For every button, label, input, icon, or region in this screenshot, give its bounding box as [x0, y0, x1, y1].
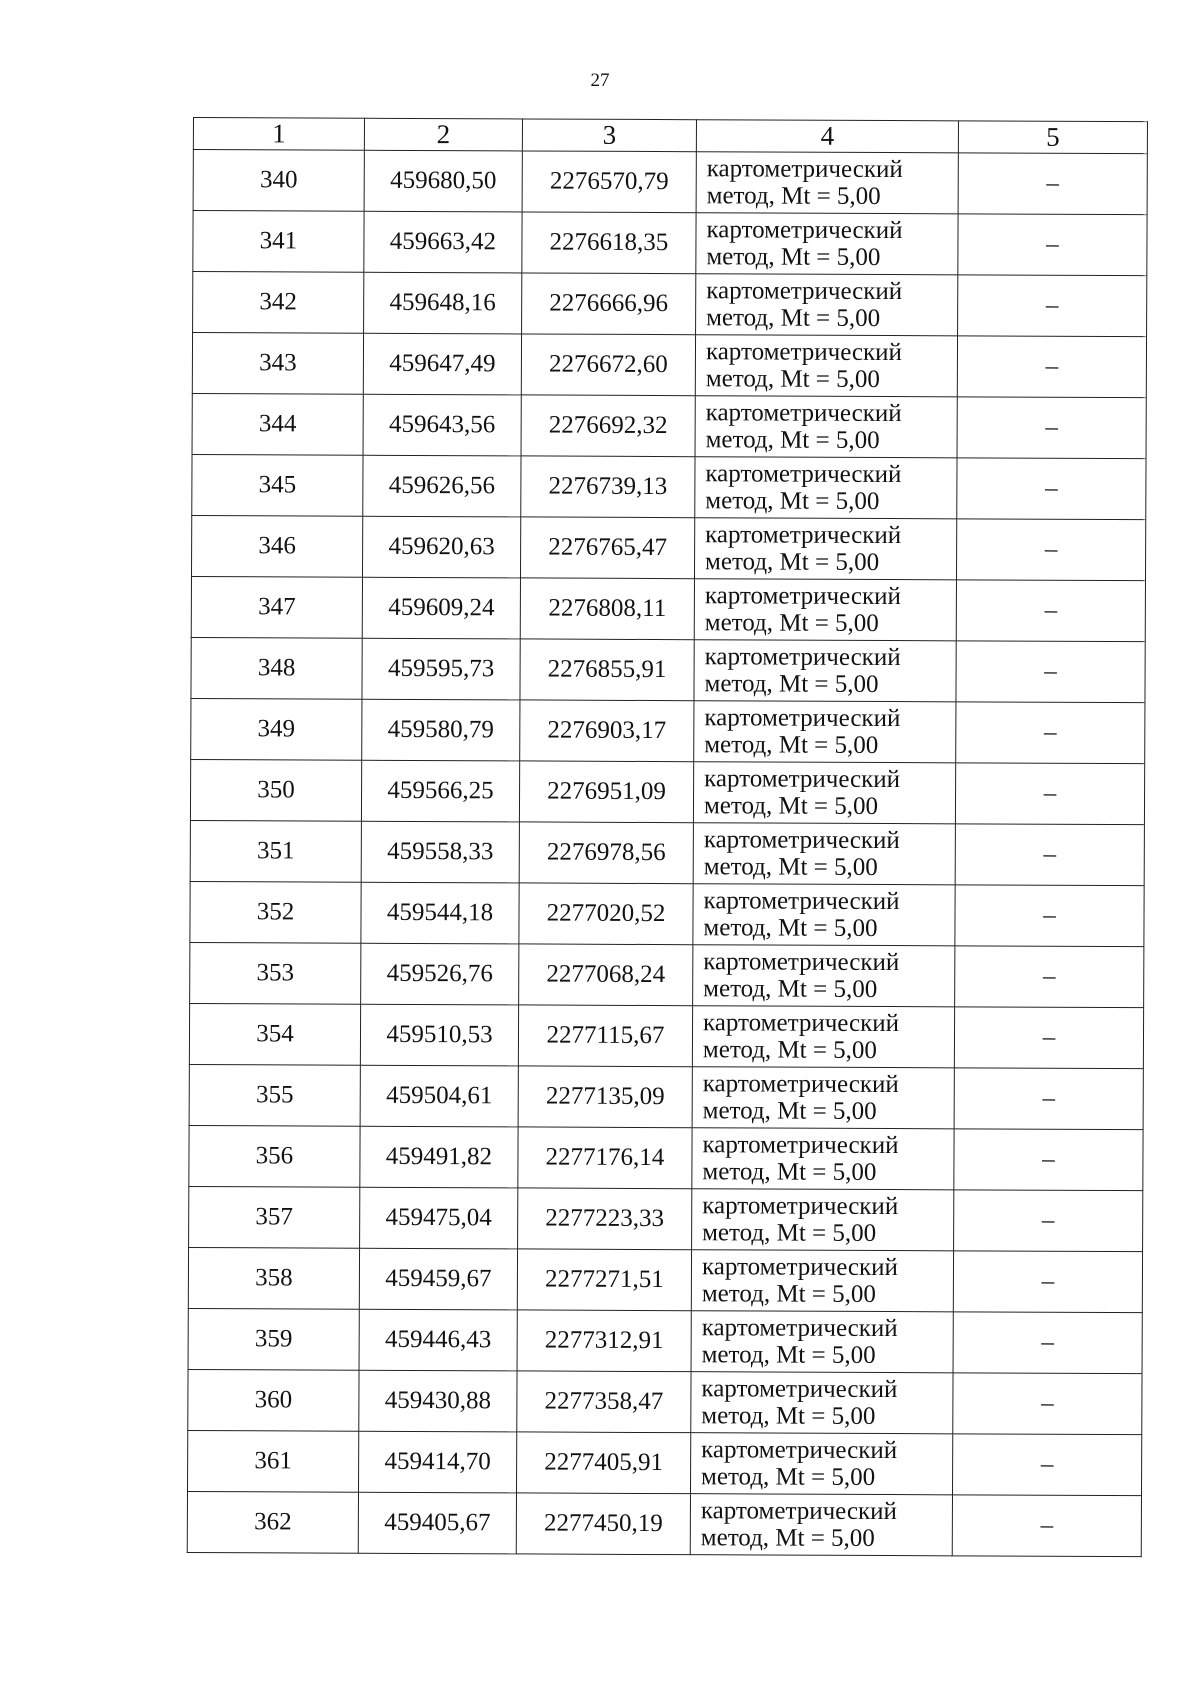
- method-line-2: метод, Mt = 5,00: [703, 792, 879, 820]
- y-coordinate-cell: 2277450,19: [516, 1493, 690, 1555]
- x-coordinate-cell: 459643,56: [363, 394, 521, 456]
- point-number-cell: 349: [191, 698, 362, 760]
- method-line-2: метод, Mt = 5,00: [702, 1036, 878, 1064]
- coordinates-table: [187, 117, 1148, 1557]
- note-cell: –: [953, 1373, 1142, 1435]
- note-cell: –: [955, 824, 1144, 886]
- column-header: 4: [696, 120, 958, 153]
- note-cell: –: [952, 1495, 1141, 1557]
- note-cell: –: [956, 519, 1145, 581]
- method-cell: [696, 274, 958, 336]
- x-coordinate-cell: 459648,16: [364, 272, 522, 334]
- method-line-2: метод, Mt = 5,00: [703, 853, 878, 881]
- y-coordinate-cell: 2276618,35: [522, 212, 696, 274]
- method-line-1: картометрический: [704, 704, 901, 733]
- point-number-cell: 358: [188, 1247, 359, 1309]
- y-coordinate-cell: 2277271,51: [517, 1249, 691, 1311]
- method-line-1: картометрический: [706, 277, 903, 306]
- method-line-2: метод, Mt = 5,00: [705, 365, 880, 393]
- table-row: [191, 637, 1145, 702]
- method-line-2: метод, Mt = 5,00: [701, 1341, 876, 1369]
- method-cell: [691, 1250, 953, 1312]
- note-cell: –: [958, 153, 1147, 215]
- method-cell: [690, 1494, 952, 1556]
- y-coordinate-cell: 2276855,91: [520, 639, 694, 701]
- method-line-2: метод, Mt = 5,00: [700, 1524, 875, 1552]
- column-header: 3: [522, 119, 696, 152]
- note-cell: –: [954, 1190, 1143, 1252]
- x-coordinate-cell: 459647,49: [363, 333, 521, 395]
- method-cell: [695, 335, 957, 397]
- method-cell: [694, 640, 956, 702]
- x-coordinate-cell: 459544,18: [361, 882, 519, 944]
- x-coordinate-cell: 459430,88: [359, 1370, 517, 1432]
- x-coordinate-cell: 459446,43: [359, 1309, 517, 1371]
- table-row: [190, 820, 1144, 885]
- note-cell: –: [957, 458, 1146, 520]
- x-coordinate-cell: 459510,53: [360, 1004, 518, 1066]
- column-header: 2: [364, 118, 522, 151]
- note-cell: –: [955, 885, 1144, 947]
- y-coordinate-cell: 2277020,52: [519, 883, 693, 945]
- note-cell: –: [952, 1434, 1141, 1496]
- x-coordinate-cell: 459663,42: [364, 211, 522, 273]
- x-coordinate-cell: 459680,50: [364, 150, 522, 212]
- y-coordinate-cell: 2277312,91: [517, 1310, 691, 1372]
- x-coordinate-cell: 459526,76: [361, 943, 519, 1005]
- method-cell: [694, 518, 956, 580]
- method-cell: [692, 1067, 954, 1129]
- note-cell: –: [956, 702, 1145, 764]
- method-line-2: метод, Mt = 5,00: [704, 731, 879, 759]
- point-number-cell: 343: [192, 333, 363, 395]
- x-coordinate-cell: 459595,73: [362, 638, 520, 700]
- y-coordinate-cell: 2276570,79: [522, 151, 696, 213]
- method-line-1: картометрический: [701, 1436, 898, 1465]
- method-line-1: картометрический: [705, 521, 902, 550]
- note-cell: –: [958, 214, 1147, 276]
- method-line-1: картометрический: [706, 216, 903, 245]
- method-cell: [696, 213, 958, 275]
- method-line-2: метод, Mt = 5,00: [702, 1097, 877, 1125]
- method-cell: [692, 1006, 954, 1068]
- method-line-2: метод, Mt = 5,00: [703, 975, 878, 1003]
- method-line-2: метод, Mt = 5,00: [705, 548, 880, 576]
- point-number-cell: 350: [190, 759, 361, 821]
- y-coordinate-cell: 2276666,96: [522, 273, 696, 335]
- y-coordinate-cell: 2277358,47: [517, 1371, 691, 1433]
- y-coordinate-cell: 2277115,67: [518, 1005, 692, 1067]
- method-cell: [693, 823, 955, 885]
- x-coordinate-cell: 459491,82: [360, 1126, 518, 1188]
- point-number-cell: 361: [188, 1430, 359, 1492]
- point-number-cell: 360: [188, 1369, 359, 1431]
- method-line-1: картометрический: [701, 1314, 898, 1343]
- method-cell: [692, 1128, 954, 1190]
- method-line-2: метод, Mt = 5,00: [701, 1463, 876, 1491]
- point-number-cell: 354: [189, 1003, 360, 1065]
- method-line-1: картометрический: [705, 399, 902, 428]
- method-cell: [691, 1372, 953, 1434]
- y-coordinate-cell: 2277176,14: [518, 1127, 692, 1189]
- y-coordinate-cell: 2276951,09: [519, 761, 693, 823]
- page-number: 27: [590, 70, 610, 91]
- point-number-cell: 356: [189, 1125, 360, 1187]
- y-coordinate-cell: 2276808,11: [520, 578, 694, 640]
- x-coordinate-cell: 459566,25: [361, 760, 519, 822]
- table-row: [188, 1308, 1142, 1373]
- x-coordinate-cell: 459626,56: [363, 455, 521, 517]
- method-line-2: метод, Mt = 5,00: [705, 426, 880, 454]
- table-row: [191, 515, 1145, 580]
- method-line-1: картометрический: [705, 460, 902, 489]
- note-cell: –: [955, 763, 1144, 825]
- point-number-cell: 340: [193, 150, 364, 212]
- x-coordinate-cell: 459580,79: [362, 699, 520, 761]
- point-number-cell: 347: [191, 576, 362, 638]
- table-row: [192, 333, 1146, 398]
- method-cell: [692, 1189, 954, 1251]
- y-coordinate-cell: 2277223,33: [518, 1188, 692, 1250]
- table-row: [190, 759, 1144, 824]
- table-row: [187, 1491, 1141, 1556]
- point-number-cell: 351: [190, 820, 361, 882]
- method-line-2: метод, Mt = 5,00: [701, 1280, 876, 1308]
- point-number-cell: 353: [190, 942, 361, 1004]
- y-coordinate-cell: 2276739,13: [521, 456, 695, 518]
- method-cell: [694, 579, 956, 641]
- table-row: [189, 1003, 1143, 1068]
- method-cell: [695, 457, 957, 519]
- method-line-1: картометрический: [700, 1497, 897, 1526]
- note-cell: –: [955, 946, 1144, 1008]
- method-line-1: картометрический: [703, 948, 900, 977]
- method-line-1: картометрический: [703, 887, 900, 916]
- method-line-2: метод, Mt = 5,00: [706, 182, 881, 211]
- method-line-1: картометрический: [702, 1192, 899, 1221]
- method-cell: [693, 945, 955, 1007]
- point-number-cell: 362: [187, 1491, 358, 1553]
- table-row: [193, 272, 1147, 337]
- note-cell: –: [954, 1007, 1143, 1069]
- point-number-cell: 346: [191, 515, 362, 577]
- method-line-2: метод, Mt = 5,00: [706, 243, 881, 272]
- x-coordinate-cell: 459620,63: [362, 516, 520, 578]
- note-cell: –: [956, 580, 1145, 642]
- x-coordinate-cell: 459459,67: [359, 1248, 517, 1310]
- method-line-1: картометрический: [704, 582, 901, 611]
- method-line-1: картометрический: [705, 338, 903, 367]
- point-number-cell: 344: [192, 393, 363, 455]
- method-line-1: картометрический: [704, 765, 901, 794]
- column-header: 1: [193, 118, 364, 151]
- y-coordinate-cell: 2277068,24: [519, 944, 693, 1006]
- point-number-cell: 359: [188, 1308, 359, 1370]
- point-number-cell: 352: [190, 881, 361, 943]
- table-body: [187, 150, 1147, 1557]
- y-coordinate-cell: 2276692,32: [521, 395, 695, 457]
- method-line-2: метод, Mt = 5,00: [704, 670, 879, 698]
- method-cell: [694, 701, 956, 763]
- table-row: [190, 881, 1144, 946]
- method-line-2: метод, Mt = 5,00: [702, 1219, 877, 1247]
- note-cell: –: [953, 1251, 1142, 1313]
- table-row: [192, 393, 1146, 458]
- method-line-2: метод, Mt = 5,00: [705, 487, 880, 515]
- method-line-2: метод, Mt = 5,00: [703, 914, 878, 942]
- point-number-cell: 341: [193, 211, 364, 273]
- method-cell: [693, 884, 955, 946]
- method-line-1: картометрический: [704, 643, 901, 672]
- method-line-2: метод, Mt = 5,00: [701, 1402, 876, 1430]
- y-coordinate-cell: 2276903,17: [520, 700, 694, 762]
- table-row: [189, 1186, 1143, 1251]
- table-row: [192, 454, 1146, 519]
- method-line-1: картометрический: [702, 1131, 899, 1160]
- point-number-cell: 357: [189, 1186, 360, 1248]
- note-cell: –: [953, 1312, 1142, 1374]
- method-line-2: метод, Mt = 5,00: [706, 304, 881, 333]
- method-line-1: картометрический: [703, 826, 900, 855]
- note-cell: –: [954, 1068, 1143, 1130]
- method-line-1: картометрический: [701, 1253, 899, 1282]
- y-coordinate-cell: 2277405,91: [516, 1432, 690, 1494]
- note-cell: –: [956, 641, 1145, 703]
- method-line-1: картометрический: [706, 155, 903, 184]
- note-cell: –: [957, 336, 1146, 398]
- table-row: [190, 942, 1144, 1007]
- method-cell: [696, 152, 958, 214]
- table-row: [189, 1064, 1143, 1129]
- method-line-2: метод, Mt = 5,00: [702, 1158, 877, 1186]
- table-row: [188, 1430, 1142, 1495]
- method-cell: [691, 1311, 953, 1373]
- y-coordinate-cell: 2276765,47: [520, 517, 694, 579]
- table-row: [188, 1369, 1142, 1434]
- x-coordinate-cell: 459414,70: [359, 1431, 517, 1493]
- table-row: [191, 576, 1145, 641]
- y-coordinate-cell: 2277135,09: [518, 1066, 692, 1128]
- x-coordinate-cell: 459475,04: [360, 1187, 518, 1249]
- method-cell: [695, 396, 957, 458]
- table-row: [193, 150, 1147, 215]
- x-coordinate-cell: 459504,61: [360, 1065, 518, 1127]
- method-cell: [690, 1433, 952, 1495]
- point-number-cell: 348: [191, 637, 362, 699]
- note-cell: –: [954, 1129, 1143, 1191]
- point-number-cell: 345: [192, 454, 363, 516]
- x-coordinate-cell: 459609,24: [362, 577, 520, 639]
- table-header-row: [193, 118, 1147, 154]
- point-number-cell: 355: [189, 1064, 360, 1126]
- column-header: 5: [958, 121, 1147, 154]
- point-number-cell: 342: [193, 272, 364, 334]
- x-coordinate-cell: 459405,67: [358, 1492, 516, 1554]
- note-cell: –: [958, 275, 1147, 337]
- table-row: [191, 698, 1145, 763]
- table-row: [188, 1247, 1142, 1312]
- y-coordinate-cell: 2276672,60: [521, 334, 695, 396]
- table-row: [193, 211, 1147, 276]
- method-line-1: картометрический: [702, 1070, 899, 1099]
- y-coordinate-cell: 2276978,56: [519, 822, 693, 884]
- note-cell: –: [957, 397, 1146, 459]
- method-line-1: картометрический: [702, 1009, 900, 1038]
- method-line-2: метод, Mt = 5,00: [704, 609, 879, 637]
- x-coordinate-cell: 459558,33: [361, 821, 519, 883]
- method-line-1: картометрический: [701, 1375, 898, 1404]
- method-cell: [693, 762, 955, 824]
- table-row: [189, 1125, 1143, 1190]
